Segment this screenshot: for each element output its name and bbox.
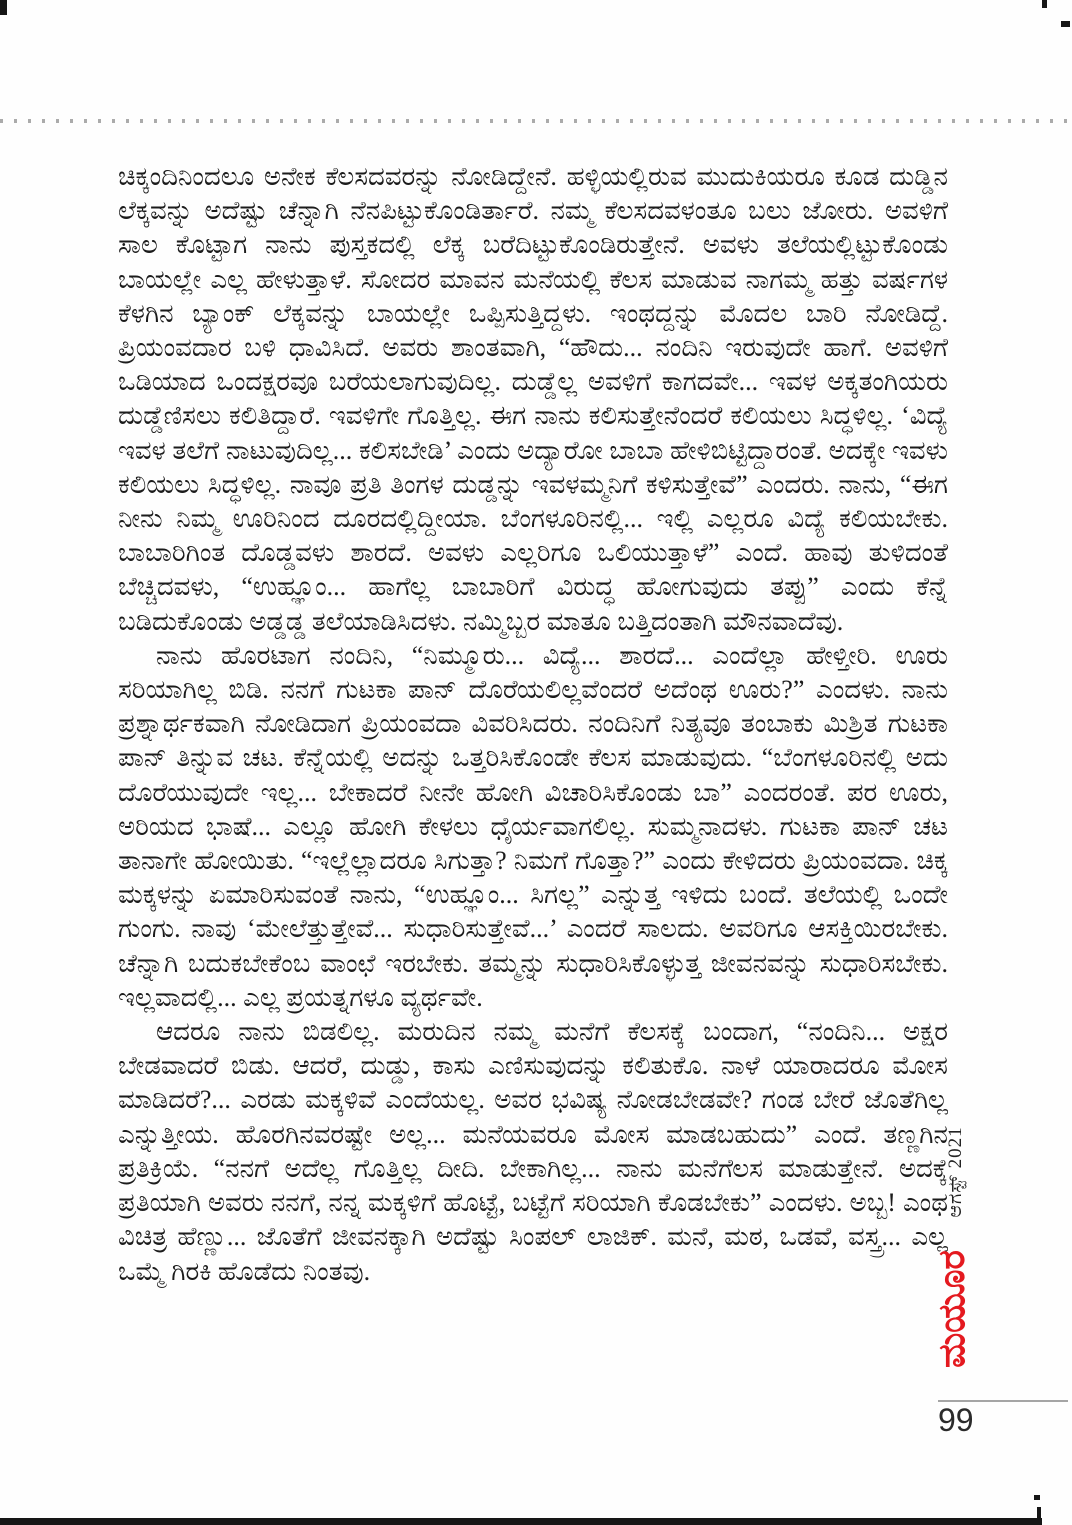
print-mark-top-left xyxy=(0,0,7,15)
print-mark-bottom-bar xyxy=(0,1518,1042,1525)
print-mark-top-right xyxy=(1042,0,1047,8)
dotted-divider xyxy=(0,119,1072,123)
magazine-name-logo: ಮಯೂರ xyxy=(932,1250,973,1368)
issue-date-label: ಆಗಸ್ಟ್ 2021 xyxy=(945,1126,966,1218)
page-number: 99 xyxy=(938,1402,974,1438)
article-paragraph: ಚಿಕ್ಕಂದಿನಿಂದಲೂ ಅನೇಕ ಕೆಲಸದವರನ್ನು ನೋಡಿದ್ದೇನೆ. ಹಳ್ಳಿಯಲ್ಲಿರುವ ಮುದುಕಿಯರೂ ಕೂಡ ದುಡ್ಡಿನ ಲೆಕ್ಕವನ್ನು ಅದೆಷ್ಟು ಚೆನ್ನಾಗಿ ನೆನಪಿಟ್ಟುಕೊಂಡಿರ್ತಾರೆ. ನಮ್ಮ ಕೆಲಸದವಳಂತೂ ಬಲು ಜೋರು. ಅವಳಿಗೆ ಸಾಲ ಕೊಟ್ಟಾಗ ನಾನು ಪುಸ್ತಕದಲ್ಲಿ ಲೆಕ್ಕ ಬರೆದಿಟ್ಟುಕೊಂಡಿರುತ್ತೇನೆ. ಅವಳು ತಲೆಯಲ್ಲಿಟ್ಟುಕೊಂಡು ಬಾಯಲ್ಲೇ ಎಲ್ಲ ಹೇಳುತ್ತಾಳೆ. ಸೋದರ ಮಾವನ ಮನೆಯಲ್ಲಿ ಕೆಲಸ ಮಾಡುವ ನಾಗಮ್ಮ ಹತ್ತು ವರ್ಷಗಳ ಕೆಳಗಿನ ಬ್ಯಾಂಕ್ ಲೆಕ್ಕವನ್ನು ಬಾಯಲ್ಲೇ ಒಪ್ಪಿಸುತ್ತಿದ್ದಳು. ಇಂಥದ್ದನ್ನು ಮೊದಲ ಬಾರಿ ನೋಡಿದ್ದೆ. ಪ್ರಿಯಂವದಾರ ಬಳಿ ಧಾವಿಸಿದೆ. ಅವರು ಶಾಂತವಾಗಿ, “ಹೌದು... ನಂದಿನಿ ಇರುವುದೇ ಹಾಗೆ. ಅವಳಿಗೆ ಒಡಿಯಾದ ಒಂದಕ್ಷರವೂ ಬರೆಯಲಾಗುವುದಿಲ್ಲ. ದುಡ್ಡೆಲ್ಲ ಅವಳಿಗೆ ಕಾಗದವೇ... ಇವಳ ಅಕ್ಕತಂಗಿಯರು ದುಡ್ಡೆಣಿಸಲು ಕಲಿತಿದ್ದಾರೆ. ಇವಳಿಗೇ ಗೊತ್ತಿಲ್ಲ. ಈಗ ನಾನು ಕಲಿಸುತ್ತೇನೆಂದರೆ ಕಲಿಯಲು ಸಿದ್ಧಳಿಲ್ಲ. ‘ವಿದ್ಯೆ ಇವಳ ತಲೆಗೆ ನಾಟುವುದಿಲ್ಲ... ಕಲಿಸಬೇಡಿ’ ಎಂದು ಅದ್ಯಾರೋ ಬಾಬಾ ಹೇಳಿಬಿಟ್ಟಿದ್ದಾರಂತೆ. ಅದಕ್ಕೇ ಇವಳು ಕಲಿಯಲು ಸಿದ್ಧಳಿಲ್ಲ. ನಾವೂ ಪ್ರತಿ ತಿಂಗಳ ದುಡ್ಡನ್ನು ಇವಳಮ್ಮನಿಗೆ ಕಳಿಸುತ್ತೇವೆ” ಎಂದರು. ನಾನು, “ಈಗ ನೀನು ನಿಮ್ಮ ಊರಿನಿಂದ ದೂರದಲ್ಲಿದ್ದೀಯಾ. ಬೆಂಗಳೂರಿನಲ್ಲಿ... ಇಲ್ಲಿ ಎಲ್ಲರೂ ವಿದ್ಯೆ ಕಲಿಯಬೇಕು. ಬಾಬಾರಿಗಿಂತ ದೊಡ್ಡವಳು ಶಾರದೆ. ಅವಳು ಎಲ್ಲರಿಗೂ ಒಲಿಯುತ್ತಾಳೆ” ಎಂದೆ. ಹಾವು ತುಳಿದಂತೆ ಬೆಚ್ಚಿದವಳು, “ಉಹ್ಞೂಂ... ಹಾಗೆಲ್ಲ ಬಾಬಾರಿಗೆ ವಿರುದ್ಧ ಹೋಗುವುದು ತಪ್ಪು” ಎಂದು ಕೆನ್ನೆ ಬಡಿದುಕೊಂಡು ಅಡ್ಡಡ್ಡ ತಲೆಯಾಡಿಸಿದಳು. ನಮ್ಮಿಬ್ಬರ ಮಾತೂ ಬತ್ತಿದಂತಾಗಿ ಮೌನವಾದೆವು. xyxy=(118,162,948,636)
article-body xyxy=(118,160,948,1400)
article-paragraph: ನಾನು ಹೊರಟಾಗ ನಂದಿನಿ, “ನಿಮ್ಮೂರು... ವಿದ್ಯೆ... ಶಾರದೆ... ಎಂದೆಲ್ಲಾ ಹೇಳ್ತೀರಿ. ಊರು ಸರಿಯಾಗಿಲ್ಲ ಬಿಡಿ. ನನಗೆ ಗುಟಕಾ ಪಾನ್ ದೊರೆಯಲಿಲ್ಲವೆಂದರೆ ಅದೆಂಥ ಊರು?” ಎಂದಳು. ನಾನು ಪ್ರಶ್ನಾರ್ಥಕವಾಗಿ ನೋಡಿದಾಗ ಪ್ರಿಯಂವದಾ ವಿವರಿಸಿದರು. ನಂದಿನಿಗೆ ನಿತ್ಯವೂ ತಂಬಾಕು ಮಿಶ್ರಿತ ಗುಟಕಾ ಪಾನ್ ತಿನ್ನುವ ಚಟ. ಕೆನ್ನೆಯಲ್ಲಿ ಅದನ್ನು ಒತ್ತರಿಸಿಕೊಂಡೇ ಕೆಲಸ ಮಾಡುವುದು. “ಬೆಂಗಳೂರಿನಲ್ಲಿ ಅದು ದೊರೆಯುವುದೇ ಇಲ್ಲ... ಬೇಕಾದರೆ ನೀನೇ ಹೋಗಿ ವಿಚಾರಿಸಿಕೊಂಡು ಬಾ” ಎಂದರಂತೆ. ಪರ ಊರು, ಅರಿಯದ ಭಾಷೆ... ಎಲ್ಲೂ ಹೋಗಿ ಕೇಳಲು ಧೈರ್ಯವಾಗಲಿಲ್ಲ. ಸುಮ್ಮನಾದಳು. ಗುಟಕಾ ಪಾನ್ ಚಟ ತಾನಾಗೇ ಹೋಯಿತು. “ಇಲ್ಲೆಲ್ಲಾದರೂ ಸಿಗುತ್ತಾ? ನಿಮಗೆ ಗೊತ್ತಾ?” ಎಂದು ಕೇಳಿದರು ಪ್ರಿಯಂವದಾ. ಚಿಕ್ಕ ಮಕ್ಕಳನ್ನು ಏಮಾರಿಸುವಂತೆ ನಾನು, “ಉಹ್ಞೂಂ... ಸಿಗಲ್ಲ” ಎನ್ನುತ್ತ ಇಳಿದು ಬಂದೆ. ತಲೆಯಲ್ಲಿ ಒಂದೇ ಗುಂಗು. ನಾವು ‘ಮೇಲೆತ್ತುತ್ತೇವೆ... ಸುಧಾರಿಸುತ್ತೇವೆ...’ ಎಂದರೆ ಸಾಲದು. ಅವರಿಗೂ ಆಸಕ್ತಿಯಿರಬೇಕು. ಚೆನ್ನಾಗಿ ಬದುಕಬೇಕೆಂಬ ವಾಂಛೆ ಇರಬೇಕು. ತಮ್ಮನ್ನು ಸುಧಾರಿಸಿಕೊಳ್ಳುತ್ತ ಜೀವನವನ್ನು ಸುಧಾರಿಸಬೇಕು. ಇಲ್ಲವಾದಲ್ಲಿ... ಎಲ್ಲ ಪ್ರಯತ್ನಗಳೂ ವ್ಯರ್ಥವೇ. xyxy=(118,640,948,1012)
print-mark-top-right-dash xyxy=(1061,21,1070,27)
print-mark-bottom-dot xyxy=(1034,1495,1040,1500)
article-paragraph: ಆದರೂ ನಾನು ಬಿಡಲಿಲ್ಲ. ಮರುದಿನ ನಮ್ಮ ಮನೆಗೆ ಕೆಲಸಕ್ಕೆ ಬಂದಾಗ, “ನಂದಿನಿ... ಅಕ್ಷರ ಬೇಡವಾದರೆ ಬಿಡು. ಆದರೆ, ದುಡ್ಡು, ಕಾಸು ಎಣಿಸುವುದನ್ನು ಕಲಿತುಕೊ. ನಾಳೆ ಯಾರಾದರೂ ಮೋಸ ಮಾಡಿದರೆ?... ಎರಡು ಮಕ್ಕಳಿವೆ ಎಂದೆಯಲ್ಲ. ಅವರ ಭವಿಷ್ಯ ನೋಡಬೇಡವೇ? ಗಂಡ ಬೇರೆ ಜೊತೆಗಿಲ್ಲ ಎನ್ನುತ್ತೀಯ. ಹೊರಗಿನವರಷ್ಟೇ ಅಲ್ಲ... ಮನೆಯವರೂ ಮೋಸ ಮಾಡಬಹುದು” ಎಂದೆ. ತಣ್ಣಗಿನ ಪ್ರತಿಕ್ರಿಯೆ. “ನನಗೆ ಅದೆಲ್ಲ ಗೊತ್ತಿಲ್ಲ ದೀದಿ. ಬೇಕಾಗಿಲ್ಲ... ನಾನು ಮನೆಗೆಲಸ ಮಾಡುತ್ತೇನೆ. ಅದಕ್ಕೆ ಪ್ರತಿಯಾಗಿ ಅವರು ನನಗೆ, ನನ್ನ ಮಕ್ಕಳಿಗೆ ಹೊಟ್ಟೆ, ಬಟ್ಟೆಗೆ ಸರಿಯಾಗಿ ಕೊಡಬೇಕು” ಎಂದಳು. ಅಬ್ಬ! ಎಂಥ ವಿಚಿತ್ರ ಹೆಣ್ಣು... ಜೊತೆಗೆ ಜೀವನಕ್ಕಾಗಿ ಅದೆಷ್ಟು ಸಿಂಪಲ್ ಲಾಜಿಕ್. ಮನೆ, ಮಠ, ಒಡವೆ, ವಸ್ತ್ರ... ಎಲ್ಲ ಒಮ್ಮೆ ಗಿರಕಿ ಹೊಡೆದು ನಿಂತವು. xyxy=(118,1017,948,1286)
print-mark-bottom-tick xyxy=(1037,1507,1041,1525)
